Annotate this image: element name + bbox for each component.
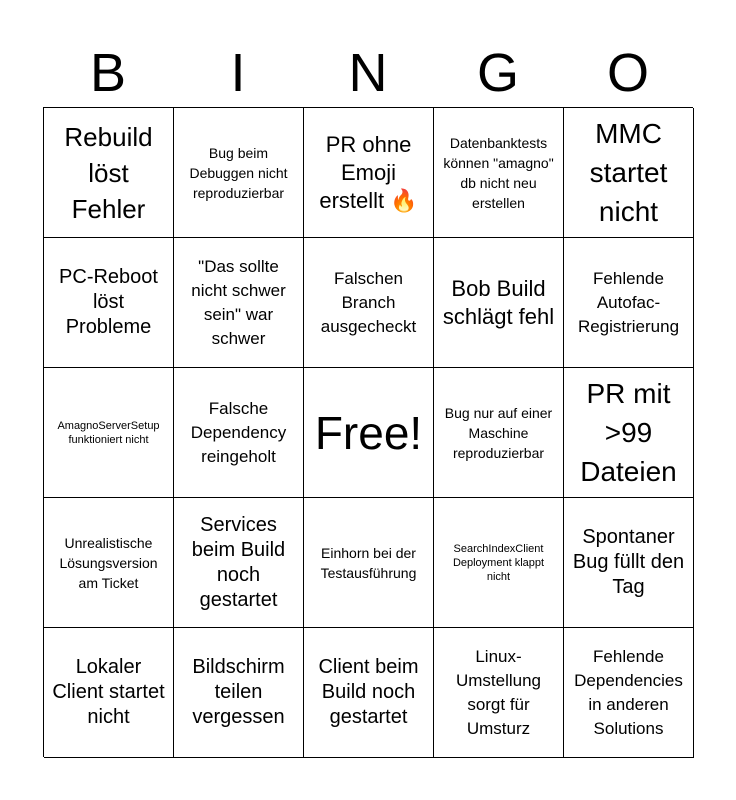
bingo-cell[interactable] xyxy=(174,238,304,368)
header-letter-g: G xyxy=(476,43,519,103)
header-letter-o: O xyxy=(606,43,649,103)
cell-text: Spontaner Bug füllt den Tag xyxy=(572,526,685,598)
cell-text: Lokaler Client startet nicht xyxy=(52,656,165,728)
bingo-cell[interactable] xyxy=(434,368,564,498)
bingo-cell[interactable] xyxy=(564,108,694,238)
bingo-cell[interactable] xyxy=(304,108,434,238)
bingo-cell[interactable] xyxy=(174,368,304,498)
bingo-cell[interactable] xyxy=(44,498,174,628)
bingo-board xyxy=(43,107,693,757)
bingo-cell[interactable] xyxy=(44,628,174,758)
cell-text: Services beim Build noch gestartet xyxy=(191,513,286,611)
bingo-header xyxy=(43,40,693,106)
cell-text: MMC startet nicht xyxy=(589,118,668,227)
cell-text: Bildschirm teilen vergessen xyxy=(192,656,285,728)
free-label: Free! xyxy=(314,406,423,459)
cell-text: Fehlende Autofac-Registrierung xyxy=(577,268,680,336)
bingo-cell[interactable] xyxy=(174,628,304,758)
header-letter-n: N xyxy=(348,43,388,103)
cell-text: PC-Reboot löst Probleme xyxy=(59,266,158,338)
bingo-cell[interactable] xyxy=(304,498,434,628)
bingo-cell[interactable] xyxy=(564,368,694,498)
bingo-cell[interactable] xyxy=(174,498,304,628)
cell-text: Datenbanktests können "amagno" db nicht neu erstellen xyxy=(443,134,554,211)
cell-text: Falsche Dependency reingeholt xyxy=(190,398,287,466)
cell-text: "Das sollte nicht schwer sein" war schwer xyxy=(191,256,286,348)
bingo-cell[interactable] xyxy=(434,498,564,628)
header-letter-b: B xyxy=(89,43,127,103)
cell-text: Rebuild löst Fehler xyxy=(64,121,153,224)
bingo-cell[interactable] xyxy=(304,238,434,368)
bingo-cell[interactable] xyxy=(434,108,564,238)
cell-text: AmagnoServerSetup funktioniert nicht xyxy=(57,419,160,446)
cell-text: PR mit >99 Dateien xyxy=(580,378,677,487)
bingo-cell[interactable] xyxy=(304,628,434,758)
bingo-cell[interactable] xyxy=(44,108,174,238)
bingo-cell[interactable] xyxy=(44,238,174,368)
cell-text: PR ohne Emoji erstellt 🔥 xyxy=(319,131,418,213)
bingo-cell[interactable] xyxy=(434,238,564,368)
cell-text: Falschen Branch ausgecheckt xyxy=(320,268,417,336)
bingo-cell[interactable] xyxy=(174,108,304,238)
bingo-cell[interactable] xyxy=(564,238,694,368)
bingo-cell[interactable] xyxy=(434,628,564,758)
cell-text: Bug beim Debuggen nicht reproduzierbar xyxy=(189,144,288,201)
cell-text: Fehlende Dependencies in anderen Solutions xyxy=(574,646,683,738)
cell-text: Client beim Build noch gestartet xyxy=(318,656,419,728)
header-letter-i: I xyxy=(230,43,246,103)
cell-text: Linux-Umstellung sorgt für Umsturz xyxy=(455,646,542,738)
cell-text: Einhorn bei der Testausführung xyxy=(320,544,417,581)
cell-text: Unrealistische Lösungsversion am Ticket xyxy=(59,534,158,591)
bingo-cell[interactable] xyxy=(44,368,174,498)
cell-text: SearchIndexClient Deployment klappt nicht xyxy=(452,542,545,583)
cell-text: Bug nur auf einer Maschine reproduzierbar xyxy=(444,404,553,461)
bingo-cell[interactable] xyxy=(564,628,694,758)
bingo-cell[interactable] xyxy=(564,498,694,628)
free-cell[interactable] xyxy=(304,368,434,498)
cell-text: Bob Build schlägt fehl xyxy=(442,275,555,329)
